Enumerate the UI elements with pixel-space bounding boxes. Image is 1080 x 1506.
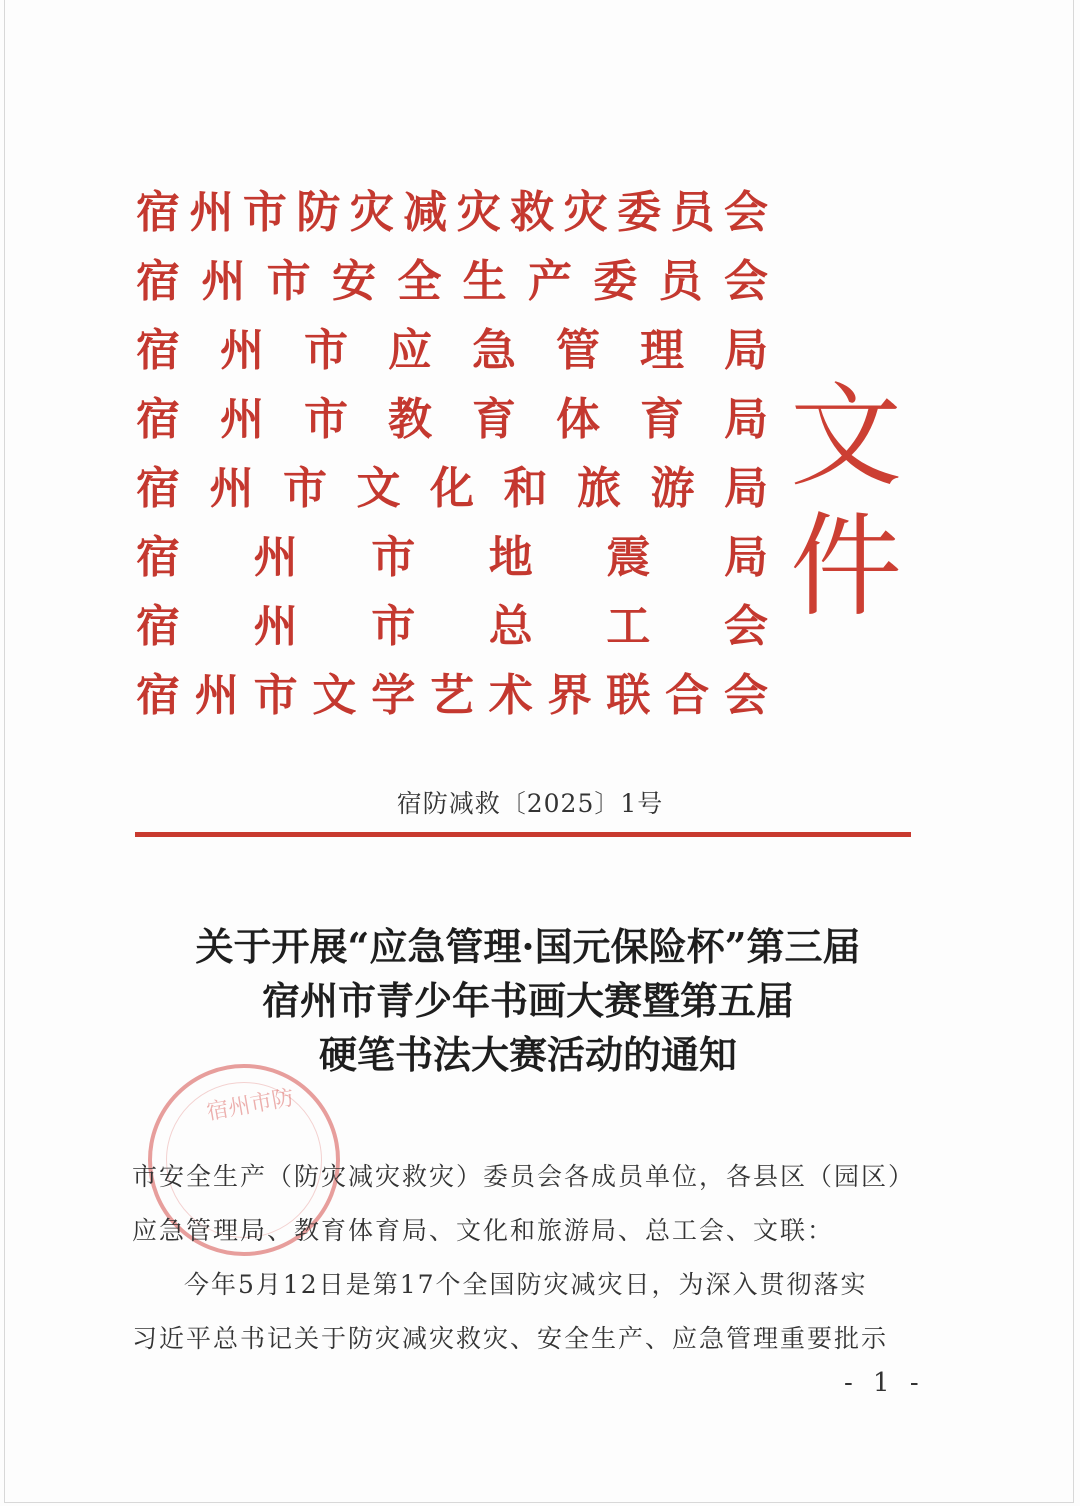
org-char: 州 [189,187,234,238]
org-char: 员 [670,187,715,238]
org-char: 育 [472,394,516,445]
org-char: 州 [194,670,239,721]
issuing-organizations [136,178,768,730]
org-line [136,316,768,385]
org-char: 体 [556,394,600,445]
org-char: 会 [723,601,768,652]
org-char: 学 [371,670,416,721]
org-char: 急 [472,325,516,376]
title-line-1: 关于开展“应急管理·国元保险杯”第三届 [195,924,861,969]
paragraph-1-line-1: 今年5月12日是第17个全国防灾减灾日，为深入贯彻落实 [184,1270,868,1299]
org-char: 局 [723,532,768,583]
org-char: 市 [371,532,416,583]
org-char: 界 [547,670,592,721]
org-char: 术 [488,670,533,721]
org-char: 员 [658,256,703,307]
paragraph-1-line-2: 习近平总书记关于防灾减灾救灾、安全生产、应急管理重要批示 [132,1324,889,1353]
org-char: 艺 [429,670,474,721]
org-line [136,385,768,454]
org-char: 灾 [456,187,501,238]
org-char: 救 [510,187,555,238]
org-char: 市 [304,394,348,445]
red-separator-line [135,832,911,837]
document-body [132,1150,932,1366]
org-char: 合 [665,670,710,721]
org-line [136,592,768,661]
org-char: 管 [556,325,600,376]
org-char: 宿 [136,532,180,583]
seal-text: 宿州市防 [204,1085,296,1126]
org-line [136,454,768,523]
org-line [136,661,768,730]
org-char: 宿 [136,325,180,376]
title-line-3: 硬笔书法大赛活动的通知 [318,1032,737,1077]
recipients-line-2: 应急管理局、教育体育局、文化和旅游局、总工会、文联： [132,1216,835,1245]
org-char: 防 [296,187,341,238]
org-char: 市 [253,670,298,721]
org-char: 局 [724,325,768,376]
org-char: 州 [209,463,254,514]
org-line [136,178,768,247]
org-char: 游 [650,463,695,514]
org-char: 宿 [136,256,180,307]
org-char: 灾 [563,187,608,238]
org-line [136,523,768,592]
org-char: 市 [371,601,416,652]
org-char: 宿 [136,601,180,652]
org-char: 州 [201,256,246,307]
org-char: 市 [266,256,311,307]
org-char: 和 [503,463,548,514]
org-char: 教 [388,394,432,445]
org-char: 文 [312,670,357,721]
org-char: 宿 [136,187,180,238]
org-char: 局 [724,394,768,445]
org-char: 减 [403,187,448,238]
org-char: 州 [253,601,298,652]
org-char: 州 [253,532,298,583]
org-char: 育 [640,394,684,445]
org-char: 局 [724,463,768,514]
org-char: 宿 [136,394,180,445]
org-char: 产 [527,256,572,307]
title-line-2: 宿州市青少年书画大赛暨第五届 [261,978,794,1023]
org-char: 灾 [349,187,394,238]
org-char: 州 [220,325,264,376]
org-char: 宿 [136,463,180,514]
org-char: 生 [462,256,507,307]
org-char: 总 [488,601,533,652]
org-char: 化 [430,463,474,514]
org-char: 市 [304,325,348,376]
org-char: 委 [593,256,638,307]
org-char: 宿 [136,670,180,721]
org-line [136,247,768,316]
org-char: 市 [283,463,327,514]
org-char: 市 [242,187,287,238]
org-char: 会 [723,187,768,238]
org-char: 应 [388,325,432,376]
org-char: 工 [606,601,651,652]
org-char: 震 [606,532,651,583]
org-char: 文 [356,463,401,514]
org-char: 会 [723,256,768,307]
org-char: 理 [640,325,684,376]
org-char: 会 [723,670,768,721]
recipients-line-1: 市安全生产（防灾减灾救灾）委员会各成员单位，各县区（园区） [132,1162,916,1191]
document-number: 宿防减救〔2025〕1号 [396,789,664,818]
org-char: 安 [331,256,376,307]
org-char: 联 [606,670,651,721]
file-label: 文件 [790,372,894,632]
org-char: 州 [220,394,264,445]
page-number: - 1 - [844,1368,925,1398]
document-title [0,920,1056,1082]
org-char: 旅 [577,463,621,514]
org-char: 全 [397,256,442,307]
org-char: 委 [617,187,662,238]
org-char: 地 [488,532,533,583]
